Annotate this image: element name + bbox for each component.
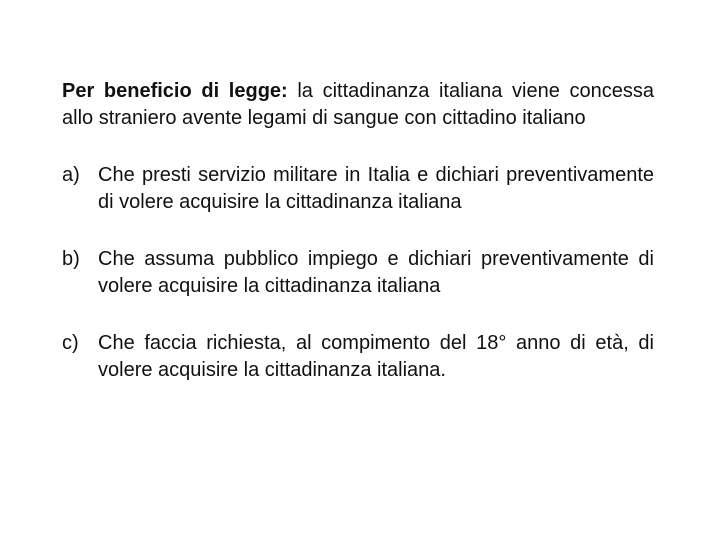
intro-text: la cittadinanza italiana viene concessa allo straniero avente legami di sangue con cittadino italiano bbox=[62, 80, 654, 129]
list-item-b bbox=[62, 246, 654, 300]
list-text-a: Che presti servizio militare in Italia e dichiari preventivamente di volere acquisire la cittadinanza italiana bbox=[98, 164, 654, 213]
list-text-c: Che faccia richiesta, al compimento del 18° anno di età, di volere acquisire la cittadinanza italiana. bbox=[98, 332, 654, 381]
list-text-b: Che assuma pubblico impiego e dichiari preventivamente di volere acquisire la cittadinanza italiana bbox=[98, 248, 654, 297]
list-marker-b: b) bbox=[62, 248, 80, 270]
intro-paragraph bbox=[62, 78, 654, 132]
list-marker-a: a) bbox=[62, 164, 80, 186]
list-item-c bbox=[62, 330, 654, 384]
list-marker-c: c) bbox=[62, 332, 79, 354]
intro-bold-heading: Per beneficio di legge: bbox=[62, 80, 288, 102]
slide-content bbox=[62, 78, 654, 384]
list-item-a bbox=[62, 162, 654, 216]
